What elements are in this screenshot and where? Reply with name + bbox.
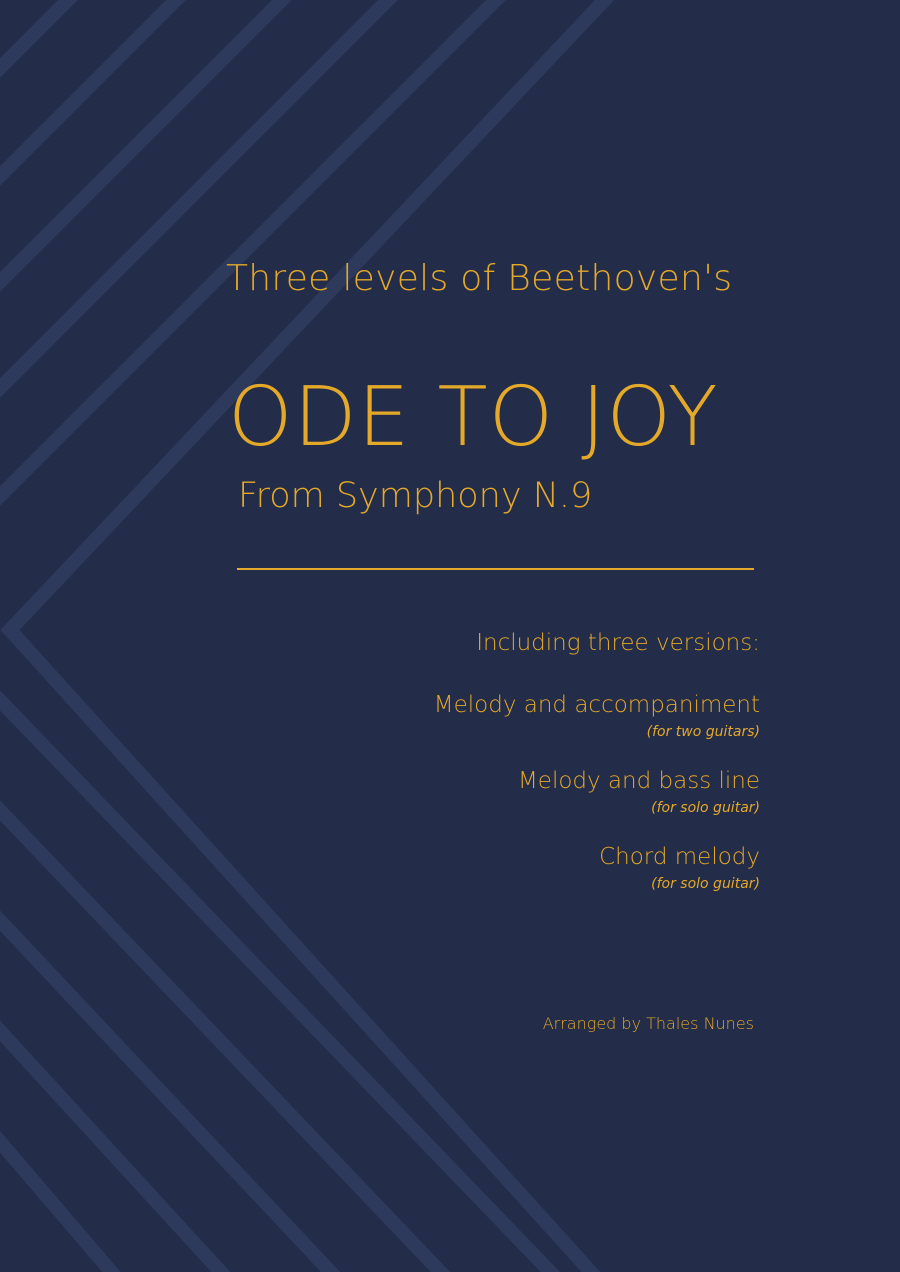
title-divider [237,568,754,570]
cover-title: ODE TO JOY [228,370,719,465]
cover-source-line: From Symphony N.9 [238,476,593,516]
version-note: (for solo guitar) [651,800,760,816]
version-note: (for solo guitar) [651,876,760,892]
versions-intro: Including three versions: [476,630,760,656]
version-note: (for two guitars) [646,724,760,740]
version-name: Melody and accompaniment [433,692,760,718]
arranger-credit: Arranged by Thales Nunes [542,1014,754,1033]
cover-subtitle: Three levels of Beethoven's [226,258,733,299]
version-name: Chord melody [599,844,760,870]
version-name: Melody and bass line [517,768,760,794]
